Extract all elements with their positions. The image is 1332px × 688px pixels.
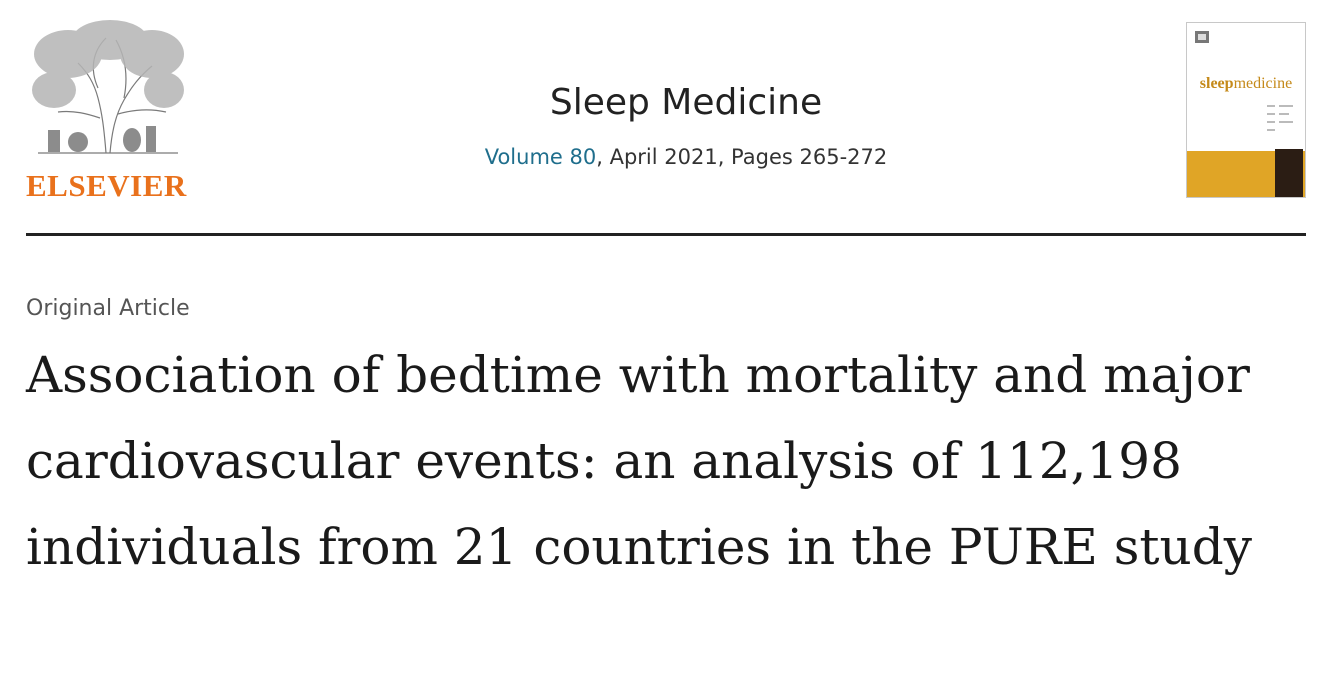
issue-info <box>300 145 1072 169</box>
volume-link[interactable]: Volume 80 <box>484 145 597 169</box>
journal-cover-icon <box>1195 31 1209 43</box>
article-type: Original Article <box>26 296 190 321</box>
cover-title: sleepmedicine <box>1199 75 1293 92</box>
publisher-logo[interactable] <box>26 18 188 208</box>
article-title: Association of bedtime with mortality and major cardiovascular events: an analysis of 112,198 individuals from 21 countries in the PURE study <box>26 346 1252 576</box>
cover-decoration <box>1267 105 1297 145</box>
elsevier-tree-logo-icon <box>28 18 186 158</box>
cover-photo <box>1275 149 1303 197</box>
publisher-name: ELSEVIER <box>26 168 187 203</box>
header-divider <box>26 233 1306 236</box>
journal-cover-thumbnail[interactable] <box>1186 22 1306 198</box>
journal-title[interactable]: Sleep Medicine <box>549 82 823 123</box>
issue-details: , April 2021, Pages 265-272 <box>596 145 888 169</box>
